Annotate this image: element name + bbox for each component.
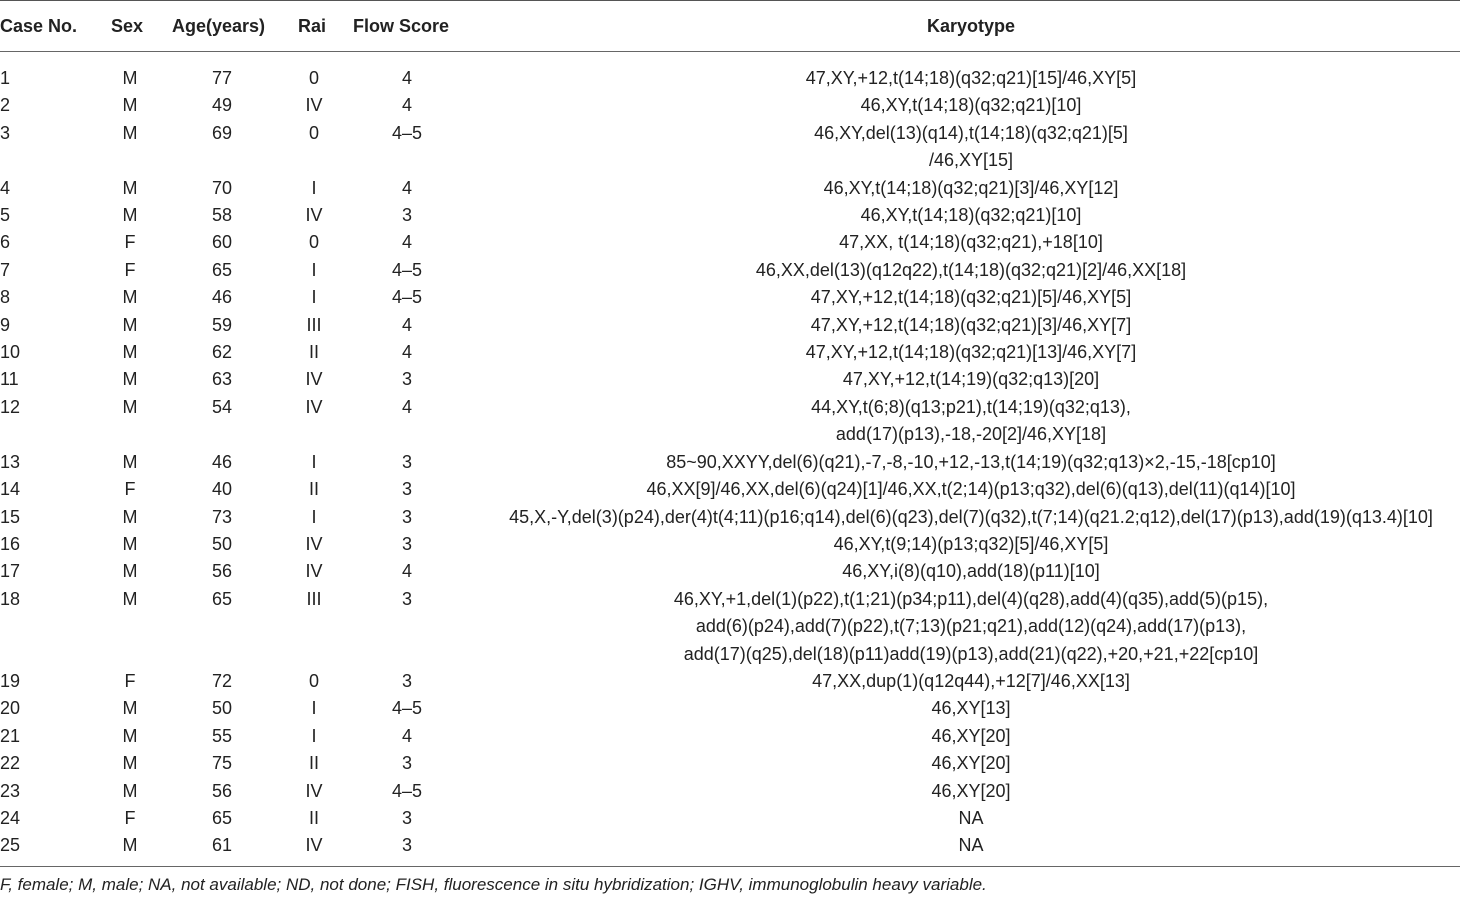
table-footnote: F, female; M, male; NA, not available; ND, not done; FISH, fluorescence in situ hybridization; IGHV, immunoglobulin heavy variable. — [0, 874, 987, 894]
bottom-rule — [0, 866, 1460, 867]
cell-case-no: 3 — [0, 122, 11, 143]
cell-rai: IV — [305, 369, 323, 390]
table-row — [0, 339, 1460, 366]
table-row — [0, 504, 1460, 531]
cell-flow-score: 3 — [401, 588, 412, 609]
karyotype-line: 46,XY[13] — [931, 698, 1011, 719]
table-row — [0, 202, 1460, 229]
cell-flow-score: 4 — [401, 342, 412, 363]
cell-flow-score: 4 — [401, 561, 412, 582]
cell-age: 73 — [211, 506, 233, 527]
cell-flow-score: 4 — [401, 177, 412, 198]
cell-flow-score: 4 — [401, 725, 412, 746]
cell-sex: M — [122, 314, 138, 335]
table-row — [0, 695, 1460, 722]
cell-age: 61 — [211, 835, 233, 856]
cell-age: 75 — [211, 753, 233, 774]
cell-sex: M — [122, 342, 138, 363]
karyotype-line: 47,XY,+12,t(14;19)(q32;q13)[20] — [842, 369, 1100, 390]
cell-karyotype — [483, 558, 1459, 585]
cell-age: 72 — [211, 670, 233, 691]
karyotype-line: 45,X,-Y,del(3)(p24),der(4)t(4;11)(p16;q14),del(6)(q23),del(7)(q32),t(7;14)(q21.2;q12),del(17)(p13),add(19)(q13.4)[10] — [509, 506, 1433, 527]
table-row — [0, 723, 1460, 750]
table-row — [0, 284, 1460, 311]
cell-rai: 0 — [308, 68, 319, 88]
cell-case-no: 20 — [0, 698, 21, 719]
cell-rai: IV — [305, 835, 323, 856]
cell-case-no: 2 — [0, 95, 11, 116]
karyotype-line: 46,XY,t(14;18)(q32;q21)[10] — [860, 95, 1082, 116]
cell-flow-score: 3 — [401, 835, 412, 856]
table-row — [0, 750, 1460, 777]
table-row — [0, 175, 1460, 202]
cell-case-no: 10 — [0, 342, 21, 363]
table-row — [0, 92, 1460, 119]
karyotype-line: /46,XY[15] — [928, 150, 1014, 171]
cell-karyotype — [483, 120, 1459, 175]
table-row — [0, 586, 1460, 668]
cell-flow-score: 3 — [401, 506, 412, 527]
cell-case-no: 15 — [0, 506, 21, 527]
table-body — [0, 52, 1460, 860]
karyotype-line: NA — [958, 807, 984, 828]
cell-case-no: 23 — [0, 780, 21, 801]
cell-rai: II — [308, 753, 319, 774]
cell-case-no: 21 — [0, 725, 21, 746]
cell-sex: F — [124, 259, 136, 280]
table-row — [0, 558, 1460, 585]
karyotype-line: 46,XY,+1,del(1)(p22),t(1;21)(p34;p11),del(4)(q28),add(4)(q35),add(5)(p15), — [673, 588, 1269, 609]
cell-age: 65 — [211, 259, 233, 280]
cell-karyotype — [483, 65, 1459, 92]
karyotype-line: 46,XY[20] — [931, 780, 1011, 801]
cell-age: 46 — [211, 451, 233, 472]
cell-age: 69 — [211, 122, 233, 143]
karyotype-line: 47,XY,+12,t(14;18)(q32;q21)[13]/46,XY[7] — [805, 342, 1137, 363]
karyotype-line: 47,XY,+12,t(14;18)(q32;q21)[3]/46,XY[7] — [810, 314, 1132, 335]
cell-flow-score: 3 — [401, 205, 412, 226]
cell-sex: F — [124, 479, 136, 500]
cell-karyotype — [483, 805, 1459, 832]
cell-sex: M — [122, 780, 138, 801]
cell-flow-score: 3 — [401, 479, 412, 500]
cell-case-no: 25 — [0, 835, 21, 856]
table-row — [0, 805, 1460, 832]
cell-rai: IV — [305, 95, 323, 116]
table-row — [0, 65, 1460, 92]
cell-case-no: 17 — [0, 561, 21, 582]
header-karyotype: Karyotype — [926, 16, 1016, 36]
cell-sex: M — [122, 835, 138, 856]
cell-rai: 0 — [308, 232, 319, 253]
cell-sex: M — [122, 68, 138, 88]
cell-karyotype — [483, 366, 1459, 393]
cell-sex: M — [122, 506, 138, 527]
cell-karyotype — [483, 312, 1459, 339]
table-row — [0, 312, 1460, 339]
cell-flow-score: 4 — [401, 232, 412, 253]
cell-rai: IV — [305, 396, 323, 417]
cell-karyotype — [483, 449, 1459, 476]
header-age: Age(years) — [172, 16, 266, 36]
karyotype-line: 47,XX,dup(1)(q12q44),+12[7]/46,XX[13] — [812, 670, 1130, 691]
cell-karyotype — [483, 778, 1459, 805]
table-row — [0, 449, 1460, 476]
cell-flow-score: 3 — [401, 807, 412, 828]
cell-case-no: 9 — [0, 314, 11, 335]
cell-karyotype — [483, 202, 1459, 229]
cell-sex: M — [122, 451, 138, 472]
cell-rai: II — [308, 479, 319, 500]
cell-sex: M — [122, 396, 138, 417]
karyotype-line: 47,XX, t(14;18)(q32;q21),+18[10] — [839, 232, 1103, 253]
cell-sex: F — [124, 232, 136, 253]
cell-sex: M — [122, 122, 138, 143]
cell-karyotype — [483, 257, 1459, 284]
cell-case-no: 5 — [0, 205, 11, 226]
cell-flow-score: 4–5 — [391, 259, 423, 280]
cell-case-no: 16 — [0, 533, 21, 554]
cell-age: 55 — [211, 725, 233, 746]
cell-sex: M — [122, 205, 138, 226]
table-row — [0, 476, 1460, 503]
cell-rai: II — [308, 342, 319, 363]
cell-case-no: 14 — [0, 479, 21, 500]
cell-karyotype — [483, 394, 1459, 449]
cell-flow-score: 4 — [401, 314, 412, 335]
karyotype-line: NA — [958, 835, 984, 856]
cell-case-no: 19 — [0, 670, 21, 691]
karyotype-line: 46,XY,i(8)(q10),add(18)(p11)[10] — [842, 561, 1100, 582]
cell-sex: M — [122, 287, 138, 308]
cell-case-no: 1 — [0, 68, 11, 88]
cell-age: 63 — [211, 369, 233, 390]
cell-case-no: 8 — [0, 287, 11, 308]
karyotype-line: 44,XY,t(6;8)(q13;p21),t(14;19)(q32;q13), — [811, 396, 1131, 417]
table-header-row — [0, 1, 1460, 51]
cell-karyotype — [483, 832, 1459, 859]
cell-age: 56 — [211, 780, 233, 801]
karyotype-line: 46,XY,t(14;18)(q32;q21)[3]/46,XY[12] — [823, 177, 1119, 198]
cell-age: 46 — [211, 287, 233, 308]
cell-age: 50 — [211, 698, 233, 719]
cell-sex: M — [122, 588, 138, 609]
cell-flow-score: 4–5 — [391, 122, 423, 143]
cell-karyotype — [483, 476, 1459, 503]
cell-age: 54 — [211, 396, 233, 417]
cell-rai: I — [311, 287, 317, 308]
karyotype-line: 46,XX,del(13)(q12q22),t(14;18)(q32;q21)[2]/46,XX[18] — [755, 259, 1187, 280]
cell-rai: IV — [305, 205, 323, 226]
cell-rai: I — [311, 725, 317, 746]
cell-sex: M — [122, 725, 138, 746]
cell-sex: M — [122, 753, 138, 774]
cell-karyotype — [483, 284, 1459, 311]
cell-karyotype — [483, 229, 1459, 256]
cell-flow-score: 3 — [401, 670, 412, 691]
cell-sex: M — [122, 561, 138, 582]
karyotype-line: 46,XY[20] — [931, 725, 1011, 746]
cell-age: 70 — [211, 177, 233, 198]
cell-case-no: 18 — [0, 588, 21, 609]
table-row — [0, 778, 1460, 805]
table-row — [0, 394, 1460, 449]
cell-age: 77 — [211, 68, 233, 88]
cell-age: 40 — [211, 479, 233, 500]
table-row — [0, 668, 1460, 695]
karyotype-line: 46,XY,del(13)(q14),t(14;18)(q32;q21)[5] — [814, 122, 1128, 143]
cell-age: 58 — [211, 205, 233, 226]
karyotype-line: add(6)(p24),add(7)(p22),t(7;13)(p21;q21),add(12)(q24),add(17)(p13), — [695, 616, 1247, 637]
cell-flow-score: 4–5 — [391, 698, 423, 719]
karyotype-line: 85~90,XXYY,del(6)(q21),-7,-8,-10,+12,-13,t(14;19)(q32;q13)×2,-15,-18[cp10] — [666, 451, 1276, 472]
cell-case-no: 24 — [0, 807, 21, 828]
cell-sex: F — [124, 807, 136, 828]
cell-flow-score: 3 — [401, 369, 412, 390]
cell-karyotype — [483, 92, 1459, 119]
cell-case-no: 4 — [0, 177, 11, 198]
cell-karyotype — [483, 504, 1459, 531]
cell-rai: I — [311, 698, 317, 719]
cell-flow-score: 4 — [401, 68, 412, 88]
cell-age: 62 — [211, 342, 233, 363]
cell-sex: M — [122, 95, 138, 116]
cell-rai: IV — [305, 533, 323, 554]
cell-rai: III — [306, 588, 322, 609]
karyotype-line: add(17)(q25),del(18)(p11)add(19)(p13),add(21)(q22),+20,+21,+22[cp10] — [683, 643, 1259, 664]
cell-rai: I — [311, 259, 317, 280]
cell-rai: I — [311, 177, 317, 198]
cell-flow-score: 4–5 — [391, 287, 423, 308]
cell-rai: 0 — [308, 670, 319, 691]
table-row — [0, 832, 1460, 859]
cell-sex: M — [122, 369, 138, 390]
table-row — [0, 229, 1460, 256]
cell-karyotype — [483, 339, 1459, 366]
cell-flow-score: 3 — [401, 533, 412, 554]
cell-rai: III — [306, 314, 322, 335]
karyotype-line: 47,XY,+12,t(14;18)(q32;q21)[5]/46,XY[5] — [810, 287, 1132, 308]
cell-case-no: 13 — [0, 451, 21, 472]
cell-sex: M — [122, 533, 138, 554]
table-row — [0, 257, 1460, 284]
karyotype-line: 47,XY,+12,t(14;18)(q32;q21)[15]/46,XY[5] — [805, 68, 1137, 88]
cell-age: 59 — [211, 314, 233, 335]
cell-sex: M — [122, 698, 138, 719]
header-rai: Rai — [298, 16, 327, 36]
cell-case-no: 6 — [0, 232, 11, 253]
cell-flow-score: 4 — [401, 396, 412, 417]
karyotype-line: 46,XY[20] — [931, 753, 1011, 774]
cell-flow-score: 3 — [401, 451, 412, 472]
header-flow-score: Flow Score — [353, 16, 450, 36]
cell-flow-score: 4–5 — [391, 780, 423, 801]
cell-age: 60 — [211, 232, 233, 253]
cell-flow-score: 3 — [401, 753, 412, 774]
cell-age: 49 — [211, 95, 233, 116]
karyotype-line: 46,XY,t(14;18)(q32;q21)[10] — [860, 205, 1082, 226]
cell-case-no: 7 — [0, 259, 11, 280]
cell-rai: I — [311, 451, 317, 472]
karyotype-line: 46,XY,t(9;14)(p13;q32)[5]/46,XY[5] — [833, 533, 1109, 554]
cell-rai: II — [308, 807, 319, 828]
cell-age: 65 — [211, 807, 233, 828]
cell-karyotype — [483, 531, 1459, 558]
cell-sex: M — [122, 177, 138, 198]
header-sex: Sex — [111, 16, 144, 36]
cell-age: 65 — [211, 588, 233, 609]
karyotype-line: add(17)(p13),-18,-20[2]/46,XY[18] — [835, 424, 1107, 445]
cell-karyotype — [483, 175, 1459, 202]
karyotype-line: 46,XX[9]/46,XX,del(6)(q24)[1]/46,XX,t(2;14)(p13;q32),del(6)(q13),del(11)(q14)[10] — [646, 479, 1296, 500]
cell-karyotype — [483, 586, 1459, 668]
cell-sex: F — [124, 670, 136, 691]
table-row — [0, 120, 1460, 175]
cell-case-no: 11 — [0, 369, 19, 390]
cell-karyotype — [483, 695, 1459, 722]
cell-rai: I — [311, 506, 317, 527]
cell-flow-score: 4 — [401, 95, 412, 116]
table-row — [0, 531, 1460, 558]
cell-case-no: 12 — [0, 396, 21, 417]
cell-age: 50 — [211, 533, 233, 554]
cell-karyotype — [483, 750, 1459, 777]
cell-rai: IV — [305, 780, 323, 801]
cell-age: 56 — [211, 561, 233, 582]
cell-karyotype — [483, 723, 1459, 750]
cell-case-no: 22 — [0, 753, 21, 774]
header-case-no: Case No. — [0, 16, 78, 36]
cell-rai: 0 — [308, 122, 319, 143]
cell-karyotype — [483, 668, 1459, 695]
cell-rai: IV — [305, 561, 323, 582]
table-row — [0, 366, 1460, 393]
